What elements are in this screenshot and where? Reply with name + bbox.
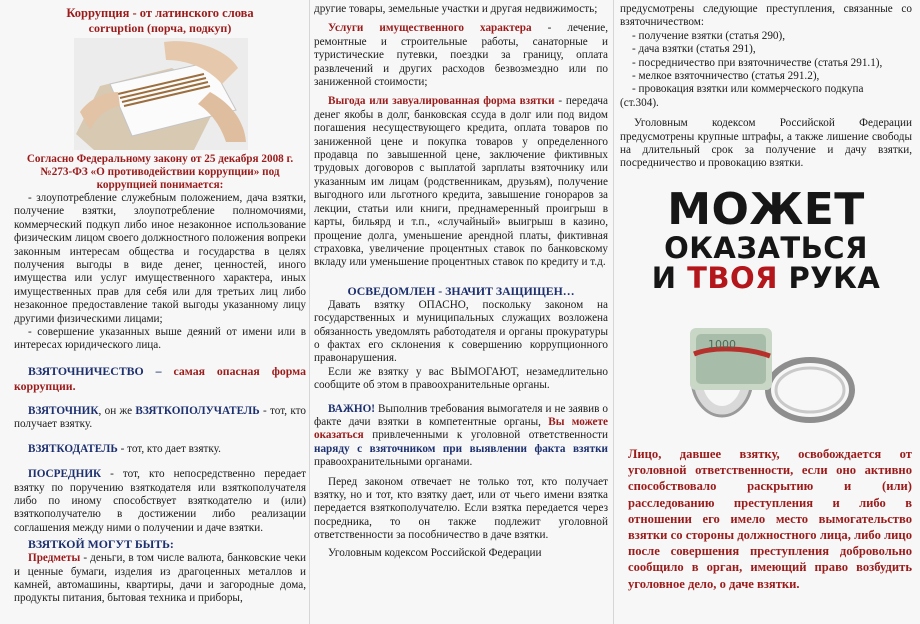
poster-line: И ТВОЯ РУКА: [651, 261, 881, 295]
crimes-tail: (ст.304).: [620, 96, 659, 109]
section-heading: ВЗЯТКОЙ МОГУТ БЫТЬ:: [28, 537, 174, 552]
poster-line: МОЖЕТ: [667, 184, 865, 235]
bribe-envelope-photo: [14, 38, 306, 150]
law-text: Перед законом отвечает не только тот, кто получает взятку, но и тот, кто взятку дает, или от чьего имени взятка передается взяткополучателю. Если взятка передается через посредника, то он также подлежит уголовной ответственности за пособничество в даче взятки.: [314, 475, 608, 542]
bribe-benefit-text: Выгода или завуалированная форма взятки - передача денег якобы в долг, банковская ссуда в долг или под видом погашения несуществующего кредита, оплата товаров по заниженной цене и покупка товаров у определенного продавца по завышенной цене, заключение фиктивных трудовых договоров с выплатой зарплаты взяточнику или указанным им лицам (родственникам, друзьям), получение выгодного или льготного кредита, завышение гонораров за лекции, статьи или книги, преднамеренный проигрыш в карты, бильярд и т.п., «случайный» выигрыш в казино, прощение долга, уменьшение арендной платы, фиктивная страховка, увеличение процентных ставок по банковскому вкладу или уменьшение процентных ставок по кредиту и т.д.: [314, 95, 608, 269]
money-handcuffs-image: [650, 318, 882, 430]
crimes-list: [620, 30, 912, 97]
bribe-items-text: Предметы - деньги, в том числе валюта, банковские чеки и ценные бумаги, изделия из драгоценных металлов и камней, автомашины, квартиры, дачи и загородные дома, продукты питания, бытовая техника и приборы,: [14, 552, 306, 605]
bribe-items-continued: другие товары, земельные участки и другая недвижимость;: [314, 3, 598, 15]
column-divider: [309, 0, 310, 624]
column-divider: [613, 0, 614, 624]
informed-text: Если же взятку у вас ВЫМОГАЮТ, незамедлительно сообщите об этом в правоохранительные органы.: [314, 365, 608, 392]
term-bribery: ВЗЯТОЧНИЧЕСТВО – самая опасная форма коррупции.: [14, 363, 306, 393]
list-item: - провокация взятки или коммерческого подкупа: [632, 83, 864, 96]
informed-text: Давать взятку ОПАСНО, поскольку законом на государственных и муниципальных служащих возложена обязанность уведомлять работодателя и органы прокуратуры о фактах его склонения к совершению коррупционного правонарушения.: [314, 298, 608, 365]
term-bribe-taker: ВЗЯТОЧНИК, он же ВЗЯТКОПОЛУЧАТЕЛЬ - тот, кто получает взятку.: [14, 404, 306, 431]
banknote-value: 1000: [708, 338, 736, 351]
term-bribe-giver: ВЗЯТКОДАТЕЛЬ - тот, кто дает взятку.: [28, 442, 221, 455]
column-title: Коррупция - от латинского слова: [66, 6, 254, 20]
definition-text: - совершение указанных выше деяний от имени или в интересах юридического лица.: [14, 326, 306, 352]
poster-line: ОКАЗАТЬСЯ: [664, 231, 868, 265]
column-middle: [314, 0, 608, 624]
term-mediator: ПОСРЕДНИК - тот, кто непосредственно передает взятку по поручению взяткодателя или взяткополучателя либо по иному способствует взяткодателю и (или) взяткополучателю в достижении либо реализации соглашения между ними о получении и даче взятки.: [14, 468, 306, 534]
bribe-services-text: Услуги имущественного характера - лечение, ремонтные и строительные работы, санаторные и туристические путевки, поездки за границу, оплата развлечений и других расходов безвозмездно или по заниженной стоимости;: [314, 22, 608, 89]
law-text: Уголовным кодексом Российской Федерации: [328, 546, 542, 559]
definition-text: - злоупотребление служебным положением, дача взятки, получение взятки, злоупотребление полномочиями, коммерческий подкуп либо иное незаконное использование физическим лицом своего должностного положения вопреки законным интересам общества и государства в целях получения выгоды в виде денег, ценностей, иного имущества или услуг имущественного характера, иных имущественных прав для себя или для третьих лиц либо незаконное предоставление такой выгоды указанному лицу другими физическими лицами;: [14, 192, 306, 325]
list-item: - дача взятки (статья 291),: [632, 43, 756, 56]
important-text: ВАЖНО! Выполнив требования вымогателя и не заявив о факте дачи взятки в компетентные органы, Вы можете оказаться привлеченными к уголовной ответственности наряду с взяточником при выявлении факта взятки правоохранительными органами.: [314, 402, 608, 469]
column-right: [620, 0, 912, 624]
penalty-text: Уголовным кодексом Российской Федерации предусмотрены крупные штрафы, а также лишение свободы на длительный срок за получение и дачу взятки, посредничество и провокацию взятки.: [620, 117, 912, 170]
exemption-notice: Лицо, давшее взятку, освобождается от уголовной ответственности, если оно активно способствовало раскрытию и (или) расследованию преступления и либо в отношении его имело место вымогательство взятки со стороны должностного лица, либо лицо после совершения преступления добровольно сообщило в орган, имеющий право возбудить уголовное дело, о даче взятки.: [628, 447, 912, 591]
list-item: - мелкое взяточничество (статья 291.2),: [632, 70, 820, 83]
list-item: - получение взятки (статья 290),: [632, 29, 786, 42]
column-left: [14, 0, 306, 624]
crimes-intro: предусмотрены следующие преступления, связанные со взяточничеством:: [620, 3, 912, 29]
law-heading: Согласно Федеральному закону от 25 декабря 2008 г. №273-ФЗ «О противодействии коррупции» под коррупцией понимается:: [26, 153, 294, 191]
section-heading: ОСВЕДОМЛЕН - ЗНАЧИТ ЗАЩИЩЕН…: [347, 283, 575, 298]
column-subtitle: corruption (порча, подкуп): [88, 21, 232, 35]
list-item: - посредничество при взяточничестве (статья 291.1),: [632, 56, 883, 69]
